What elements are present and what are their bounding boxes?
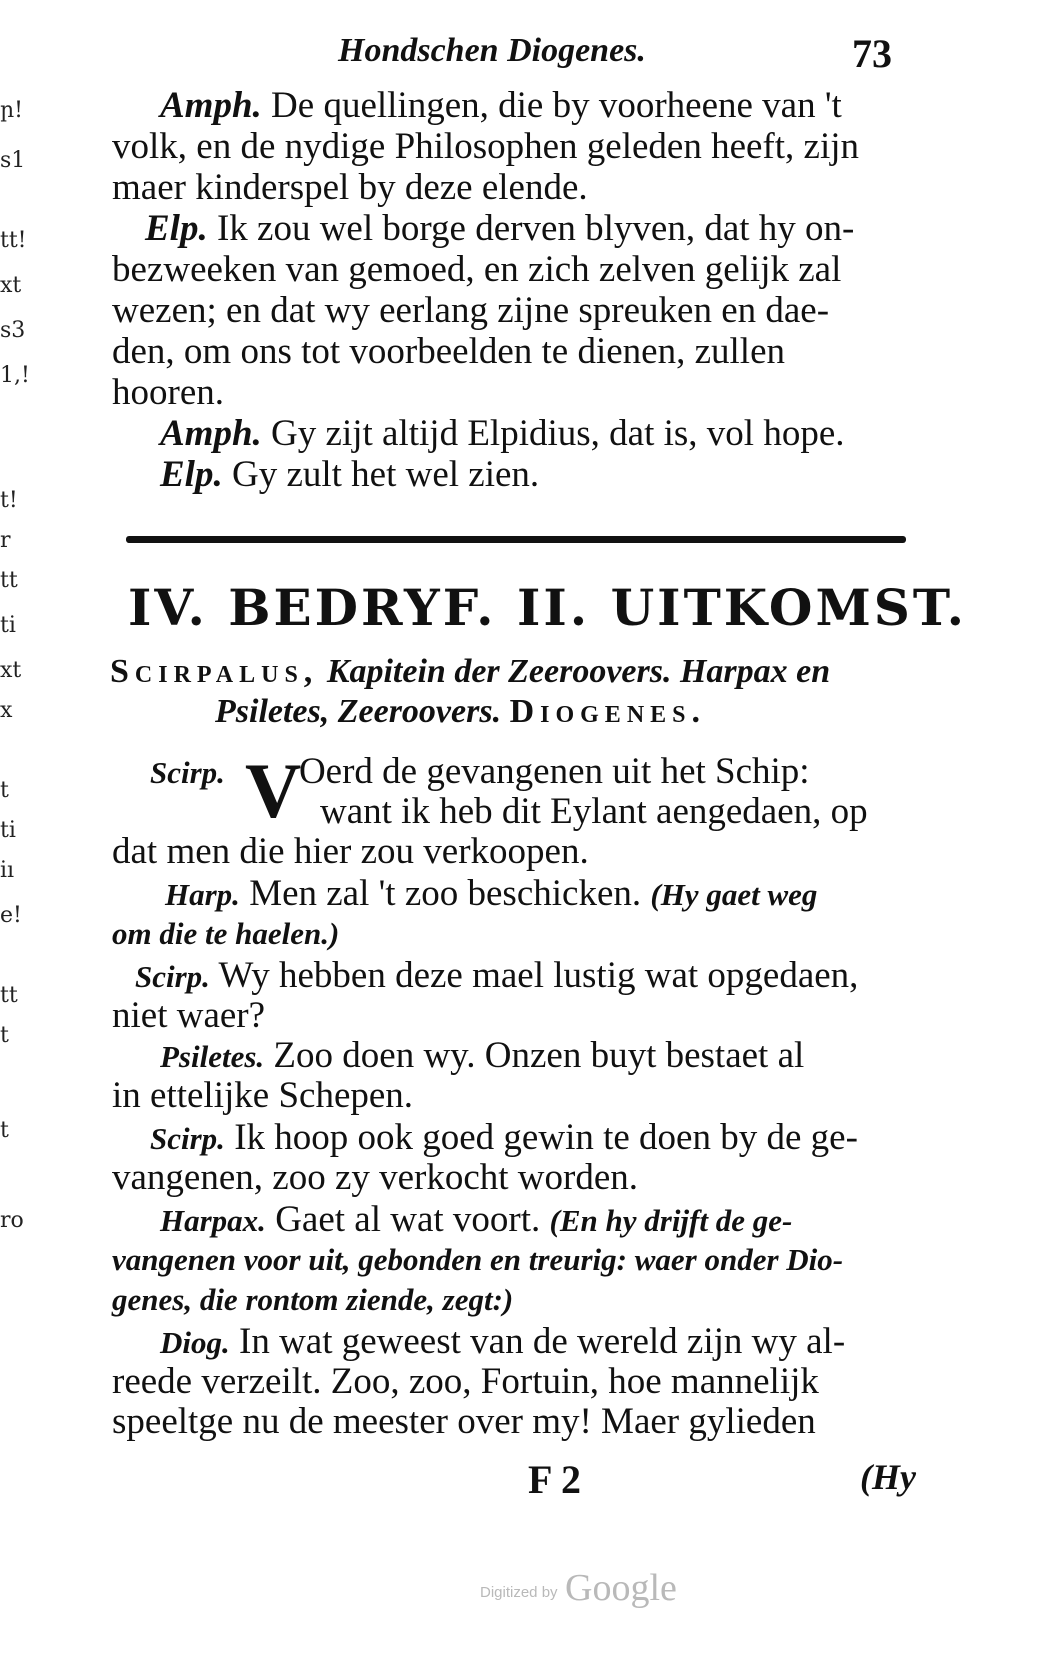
bleed-through-mark: ti — [0, 613, 16, 638]
bleed-through-mark: ti — [0, 818, 16, 843]
dramatis-personae-line-1 — [110, 652, 930, 692]
text-line — [112, 291, 920, 331]
text-line — [112, 1240, 925, 1280]
page-number: 73 — [852, 31, 892, 76]
text-line — [112, 332, 920, 372]
text-line — [112, 373, 920, 413]
bleed-through-mark: tt — [0, 568, 18, 593]
speaker-label: Elp. — [145, 208, 208, 249]
dialogue-text: Gaet al wat voort. — [275, 1199, 541, 1240]
text-line — [112, 1076, 925, 1116]
dialogue-text: wezen; en dat wy eerlang zijne spreuken en dae- — [112, 290, 830, 331]
dialogue-text: Gy zijt altijd Elpidius, dat is, vol hope. — [271, 413, 845, 454]
section-divider — [126, 536, 906, 543]
text-line — [160, 1322, 925, 1363]
dialogue-text: Gy zult het wel zien. — [231, 454, 540, 495]
character-psiletes: Psiletes, Zeeroovers. — [215, 693, 502, 730]
text-line — [320, 792, 925, 832]
bleed-through-mark: s3 — [0, 318, 26, 343]
bleed-through-mark: t — [0, 1023, 9, 1048]
bleed-through-mark: iı — [0, 858, 15, 883]
character-diogenes: Diogenes. — [509, 693, 707, 730]
dialogue-text: De quellingen, die by voorheene van 't — [271, 85, 842, 126]
speaker-label: Psiletes. — [160, 1039, 265, 1074]
printer-signature: F 2 — [528, 1457, 581, 1502]
text-line — [112, 1158, 925, 1198]
bleed-through-mark: 1,! — [0, 363, 30, 388]
dialogue-text: maer kinderspel by deze elende. — [112, 167, 588, 208]
dialogue-text: Wy hebben deze mael lustig wat opgedaen, — [218, 955, 859, 996]
text-line — [145, 209, 920, 249]
bleed-through-mark: xt — [0, 658, 22, 683]
text-line — [160, 1036, 925, 1077]
speaker-label: Harpax. — [160, 1203, 266, 1238]
act-heading: IV. BEDRYF. II. UITKOMST. — [128, 578, 968, 637]
bleed-through-mark: e! — [0, 903, 22, 928]
stage-direction: vangenen voor uit, gebonden en treurig: waer onder Dio- — [112, 1242, 844, 1277]
google-watermark: Google — [565, 1567, 677, 1609]
text-line — [112, 127, 920, 167]
text-line — [165, 874, 925, 915]
dialogue-text: In wat geweest van de wereld zijn wy al- — [239, 1321, 846, 1362]
dialogue-text: Oerd de gevangenen uit het Schip: — [298, 751, 810, 792]
speaker-label: Scirp. — [150, 1121, 225, 1156]
speaker-label: Elp. — [160, 454, 223, 495]
bleed-through-mark: r — [0, 528, 11, 553]
dialogue-text: speeltge nu de meester over my! Maer gylieden — [112, 1401, 816, 1442]
text-line — [112, 1280, 925, 1320]
text-line — [112, 168, 920, 208]
dramatis-personae-line-2 — [215, 692, 1035, 732]
text-line — [112, 832, 925, 872]
catchword: (Hy — [860, 1457, 916, 1497]
bleed-through-mark: t! — [0, 488, 18, 513]
bleed-through-mark: tt! — [0, 228, 27, 253]
dialogue-text: niet waer? — [112, 995, 266, 1036]
text-line — [150, 752, 925, 793]
text-line — [112, 250, 920, 290]
character-scirpalus: Scirpalus, — [110, 653, 319, 690]
dialogue-text: in ettelijke Schepen. — [112, 1075, 414, 1116]
text-line — [160, 455, 920, 495]
text-line — [112, 914, 925, 954]
dialogue-text: Ik hoop ook goed gewin te doen by de ge- — [234, 1117, 858, 1158]
dialogue-text: volk, en de nydige Philosophen geleden heeft, zijn — [112, 126, 860, 167]
stage-direction: (En hy drijft de ge- — [549, 1203, 793, 1238]
stage-direction: genes, die rontom ziende, zegt:) — [112, 1282, 514, 1317]
text-line — [160, 414, 920, 454]
speaker-label: Diog. — [160, 1325, 230, 1360]
speaker-label: Harp. — [165, 877, 240, 912]
drop-cap: V — [245, 747, 302, 834]
dialogue-text: den, om ons tot voorbeelden te dienen, zullen — [112, 331, 786, 372]
text-line — [150, 1118, 925, 1159]
dialogue-text: reede verzeilt. Zoo, zoo, Fortuin, hoe mannelijk — [112, 1361, 819, 1402]
dialogue-text: hooren. — [112, 372, 224, 413]
bleed-through-mark: t — [0, 778, 9, 803]
bleed-through-mark: tt — [0, 983, 18, 1008]
bleed-through-mark: x — [0, 698, 13, 723]
speaker-label: Amph. — [160, 413, 262, 454]
dialogue-text: Zoo doen wy. Onzen buyt bestaet al — [273, 1035, 805, 1076]
bleed-through-mark: ր! — [0, 98, 24, 123]
bleed-through-mark: s1 — [0, 148, 26, 173]
bleed-through-mark: ro — [0, 1208, 24, 1233]
dialogue-text: bezweeken van gemoed, en zich zelven gelijk zal — [112, 249, 842, 290]
dialogue-text: vangenen, zoo zy verkocht worden. — [112, 1157, 639, 1198]
stage-direction: (Hy gaet weg — [650, 877, 818, 912]
stage-direction: om die te haelen.) — [112, 916, 340, 951]
bleed-through-mark: t — [0, 1118, 9, 1143]
character-description: Kapitein der Zeeroovers. Harpax en — [326, 653, 831, 690]
dialogue-text: dat men die hier zou verkoopen. — [112, 831, 589, 872]
text-line — [112, 1362, 925, 1402]
speaker-label: Scirp. — [150, 755, 225, 790]
text-line — [135, 956, 925, 997]
text-line — [112, 996, 925, 1036]
text-line — [112, 1402, 925, 1442]
digitized-by-label: Digitized by — [480, 1584, 558, 1601]
speaker-label: Amph. — [160, 85, 262, 126]
dialogue-text: Ik zou wel borge derven blyven, dat hy on- — [216, 208, 855, 249]
running-title: Hondschen Diogenes. — [338, 32, 646, 69]
dialogue-text: Men zal 't zoo beschicken. — [249, 873, 642, 914]
text-line — [160, 86, 920, 126]
bleed-through-mark: xt — [0, 273, 22, 298]
speaker-label: Scirp. — [135, 959, 210, 994]
text-line — [160, 1200, 925, 1241]
dialogue-text: want ik heb dit Eylant aengedaen, op — [320, 791, 868, 832]
